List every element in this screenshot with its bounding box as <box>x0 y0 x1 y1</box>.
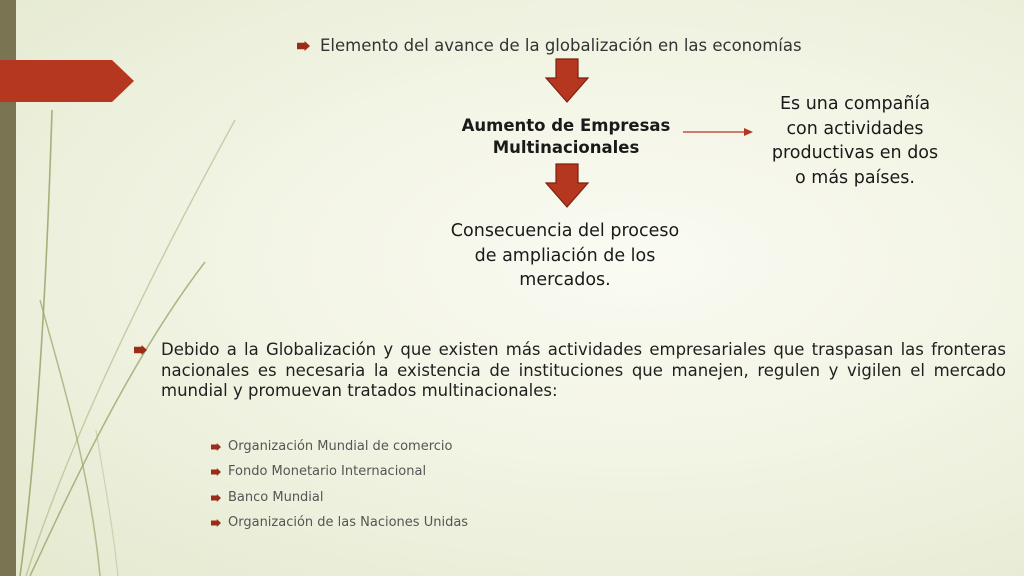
definition-line: productivas en dos <box>771 143 939 163</box>
consequence-line: mercados. <box>519 270 611 290</box>
center-title-line-1: Aumento de Empresas <box>461 116 671 135</box>
organization-item: Organización de las Naciones Unidas <box>228 515 469 530</box>
bullet-1-text: Elemento del avance de la globalización en las economías <box>320 36 802 55</box>
center-title-line-2: Multinacionales <box>492 138 640 157</box>
consequence-text <box>430 219 700 293</box>
organization-item: Organización Mundial de comercio <box>228 439 453 454</box>
down-arrow-icon <box>545 58 589 104</box>
consequence-line: Consecuencia del proceso <box>450 221 680 241</box>
consequence-line: de ampliación de los <box>474 245 656 266</box>
down-arrow-icon <box>545 163 589 209</box>
bullet-2-text: Debido a la Globalización y que existen más actividades empresariales que traspasan las fronteras nacionales es necesaria la existencia de instituciones que manejen, regulen y vigilen el mercado mundial y promuevan tratados multinacionales: <box>161 340 1006 400</box>
organization-item: Banco Mundial <box>228 490 324 505</box>
accent-tab <box>0 60 134 102</box>
definition-line: con actividades <box>786 118 924 139</box>
right-arrow-icon <box>682 126 754 138</box>
definition-line: Es una compañía <box>779 94 931 114</box>
definition-text <box>754 92 956 190</box>
organization-item: Fondo Monetario Internacional <box>228 464 427 479</box>
definition-line: o más países. <box>795 167 915 188</box>
center-title <box>455 115 677 159</box>
bullet-arrow-icon <box>297 41 310 51</box>
